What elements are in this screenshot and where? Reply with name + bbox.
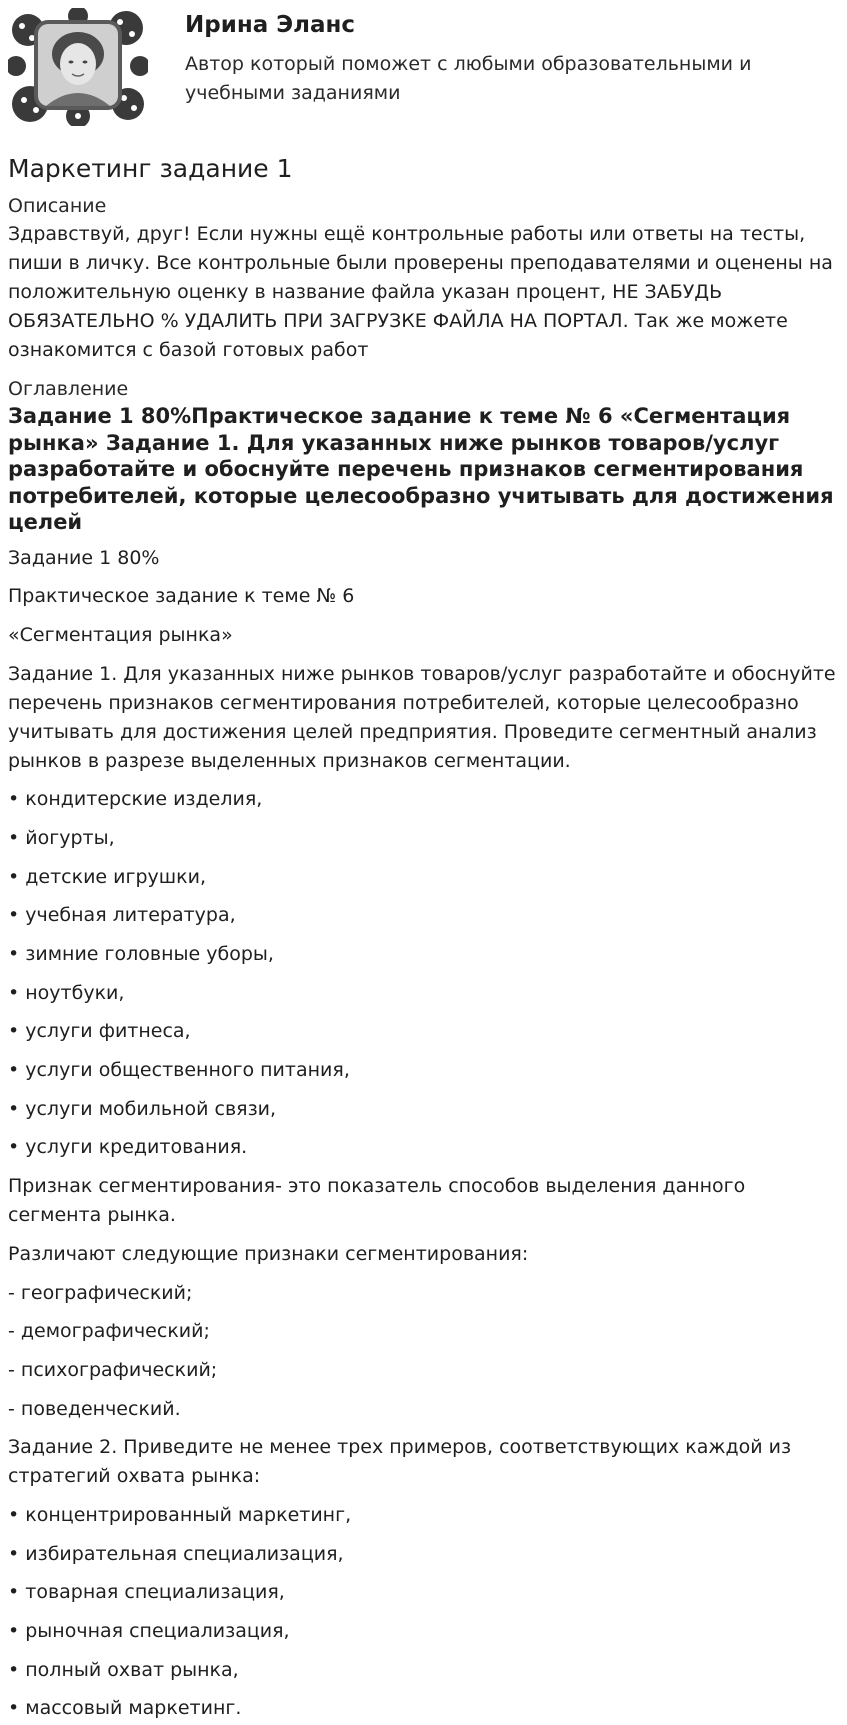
body-paragraph: Признак сегментирования- это показатель способов выделения данного сегмента рынка.	[8, 1175, 746, 1227]
document-body	[8, 544, 839, 1724]
body-paragraph: • детские игрушки,	[8, 865, 207, 888]
body-paragraph: - демографический;	[8, 1320, 210, 1343]
author-avatar[interactable]	[8, 8, 148, 126]
body-paragraph: • услуги общественного питания,	[8, 1059, 350, 1082]
body-paragraph: Задание 2. Приведите не менее трех примеров, соответствующих каждой из стратегий охвата рынка:	[8, 1436, 792, 1488]
body-paragraph: • кондитерские изделия,	[8, 788, 263, 811]
body-paragraph: • товарная специализация,	[8, 1581, 285, 1604]
toc-label: Оглавление	[8, 378, 129, 400]
document-title: Маркетинг задание 1	[8, 154, 293, 183]
body-paragraph: «Сегментация рынка»	[8, 623, 233, 646]
body-paragraph: • избирательная специализация,	[8, 1542, 344, 1565]
author-name[interactable]: Ирина Эланс	[185, 12, 356, 38]
body-paragraph: Задание 1 80%	[8, 546, 160, 569]
body-paragraph: - поведенческий.	[8, 1397, 181, 1420]
toc-heading: Задание 1 80%Практическое задание к теме № 6 «Сегментация рынка» Задание 1. Для указанных ниже рынков товаров/услуг разработайте и обоснуйте перечень признаков сегментирования потребителей, которые целесообразно учитывать для достижения целей	[8, 404, 834, 534]
author-header	[0, 0, 847, 130]
author-description: Автор который поможет с любыми образовательными и учебными заданиями	[185, 53, 752, 104]
body-paragraph: • зимние головные уборы,	[8, 943, 274, 965]
body-paragraph: • ноутбуки,	[8, 981, 125, 1004]
body-paragraph: - психографический;	[8, 1358, 218, 1381]
body-paragraph: • йогурты,	[8, 826, 115, 849]
body-paragraph: • услуги кредитования.	[8, 1136, 248, 1159]
body-paragraph: Различают следующие признаки сегментирования:	[8, 1242, 529, 1265]
body-paragraph: • услуги мобильной связи,	[8, 1097, 277, 1120]
body-paragraph: - географический;	[8, 1281, 193, 1304]
body-paragraph: Задание 1. Для указанных ниже рынков товаров/услуг разработайте и обоснуйте перечень признаков сегментирования потребителей, которые целесообразно учитывать для достижения целей предприятия. Проведите сегментный анализ рынков в разрезе выделенных признаков сегментации.	[8, 662, 836, 772]
document-content	[0, 152, 847, 1723]
body-paragraph: • массовый маркетинг.	[8, 1697, 242, 1720]
body-paragraph: • полный охват рынка,	[8, 1658, 239, 1681]
body-paragraph: • услуги фитнеса,	[8, 1020, 191, 1043]
description-label: Описание	[8, 195, 107, 217]
body-paragraph: Практическое задание к теме № 6	[8, 585, 355, 608]
body-paragraph: • концентрированный маркетинг,	[8, 1503, 352, 1526]
body-paragraph: • рыночная специализация,	[8, 1620, 290, 1642]
body-paragraph: • учебная литература,	[8, 904, 236, 927]
description-text: Здравствуй, друг! Если нужны ещё контрольные работы или ответы на тесты, пиши в личку. Все контрольные были проверены преподавателями и оценены на положительную оценку в название файла указан процент, НЕ ЗАБУДЬ ОБЯЗАТЕЛЬНО % УДАЛИТЬ ПРИ ЗАГРУЗКЕ ФАЙЛА НА ПОРТАЛ. Так же можете ознакомится с базой готовых работ	[8, 223, 833, 361]
